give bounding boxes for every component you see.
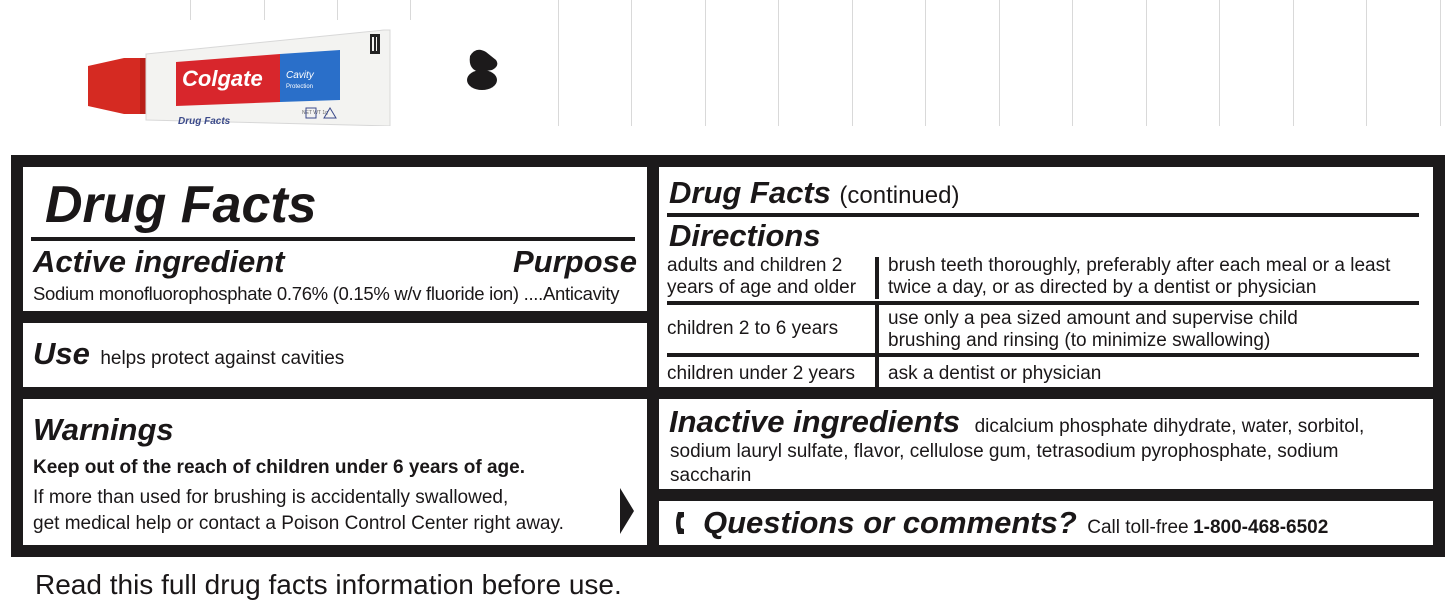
warnings-bold-line: Keep out of the reach of children under 6 years of age. <box>33 457 525 478</box>
grid-line <box>1072 0 1073 126</box>
use-heading: Use <box>33 336 90 371</box>
active-ingredient-heading: Active ingredient <box>33 244 285 279</box>
directions-box <box>659 167 1433 387</box>
directions-row-who: years of age and older <box>667 277 857 298</box>
questions-heading: Questions or comments? <box>703 505 1077 540</box>
grid-line <box>1366 0 1367 126</box>
divider <box>667 301 1419 305</box>
active-ingredient-text: Sodium monofluorophosphate 0.76% (0.15% w/v fluoride ion) ....Anticavity <box>33 283 620 304</box>
continue-arrow-icon <box>619 487 635 535</box>
phone-icon <box>675 510 689 536</box>
grid-line <box>631 0 632 126</box>
call-text: Call toll-free <box>1087 517 1189 538</box>
warnings-line-2: get medical help or contact a Poison Control Center right away. <box>33 513 564 534</box>
inactive-text: dicalcium phosphate dihydrate, water, sorbitol, <box>974 416 1365 437</box>
directions-row-what: ask a dentist or physician <box>888 363 1102 384</box>
directions-row-what: brushing and rinsing (to minimize swallowing) <box>888 330 1271 351</box>
directions-row-who: adults and children 2 <box>667 255 843 276</box>
questions-box <box>659 501 1433 545</box>
inactive-text: sodium lauryl sulfate, flavor, cellulose gum, tetrasodium pyrophosphate, sodium <box>670 441 1339 462</box>
continued-title-line <box>669 175 959 211</box>
footer-note: Read this full drug facts information before use. <box>35 569 622 600</box>
inactive-heading: Inactive ingredients <box>669 404 961 439</box>
grid-line <box>852 0 853 126</box>
grid-line <box>1146 0 1147 126</box>
inactive-line-1 <box>669 405 1364 439</box>
use-text: helps protect against cavities <box>100 348 345 369</box>
grid-line <box>778 0 779 126</box>
grid-line <box>999 0 1000 126</box>
use-line <box>33 337 344 371</box>
drug-facts-title: Drug Facts <box>45 176 317 234</box>
continued-title: Drug Facts <box>669 175 831 210</box>
grid-line <box>558 0 559 126</box>
directions-row-what: brush teeth thoroughly, preferably after each meal or a least <box>888 255 1391 276</box>
directions-row-what: twice a day, or as directed by a dentist or physician <box>888 277 1317 298</box>
divider <box>875 257 879 299</box>
grid-line <box>190 0 191 20</box>
warnings-line-1: If more than used for brushing is accidentally swallowed, <box>33 487 509 508</box>
phone-number: 1-800-468-6502 <box>1193 517 1329 538</box>
purpose-heading: Purpose <box>512 244 637 279</box>
inactive-text: saccharin <box>670 465 752 486</box>
divider <box>667 213 1419 217</box>
divider <box>31 237 635 241</box>
continued-label: (continued) <box>839 182 960 209</box>
grid-line <box>1293 0 1294 126</box>
directions-heading: Directions <box>669 218 821 253</box>
active-ingredient-box <box>23 167 647 311</box>
use-box <box>23 323 647 387</box>
svg-text:Cavity: Cavity <box>286 70 314 81</box>
drug-facts-panel <box>11 155 1445 557</box>
svg-text:Colgate: Colgate <box>182 66 263 91</box>
svg-text:Drug Facts: Drug Facts <box>178 116 231 126</box>
inactive-ingredients-box <box>659 399 1433 489</box>
grid-line <box>1219 0 1220 126</box>
directions-row-what: use only a pea sized amount and supervise child <box>888 308 1298 329</box>
grid-line <box>1440 0 1441 126</box>
directions-row-who: children under 2 years <box>667 363 855 384</box>
divider <box>875 305 879 353</box>
questions-line <box>703 506 1328 540</box>
toothpaste-tube-icon <box>84 28 394 126</box>
divider <box>875 357 879 387</box>
warnings-box <box>23 399 647 545</box>
grid-line <box>410 0 411 20</box>
grid-line <box>337 0 338 20</box>
grid-line <box>705 0 706 126</box>
directions-row-who: children 2 to 6 years <box>667 318 839 339</box>
product-image-strip <box>0 0 1450 126</box>
pea-amount-icon <box>462 44 506 94</box>
grid-line <box>264 0 265 20</box>
grid-line <box>925 0 926 126</box>
svg-text:NET WT 1g: NET WT 1g <box>302 110 328 116</box>
warnings-heading: Warnings <box>33 412 174 447</box>
divider <box>667 353 1419 357</box>
svg-text:Protection: Protection <box>286 84 314 90</box>
